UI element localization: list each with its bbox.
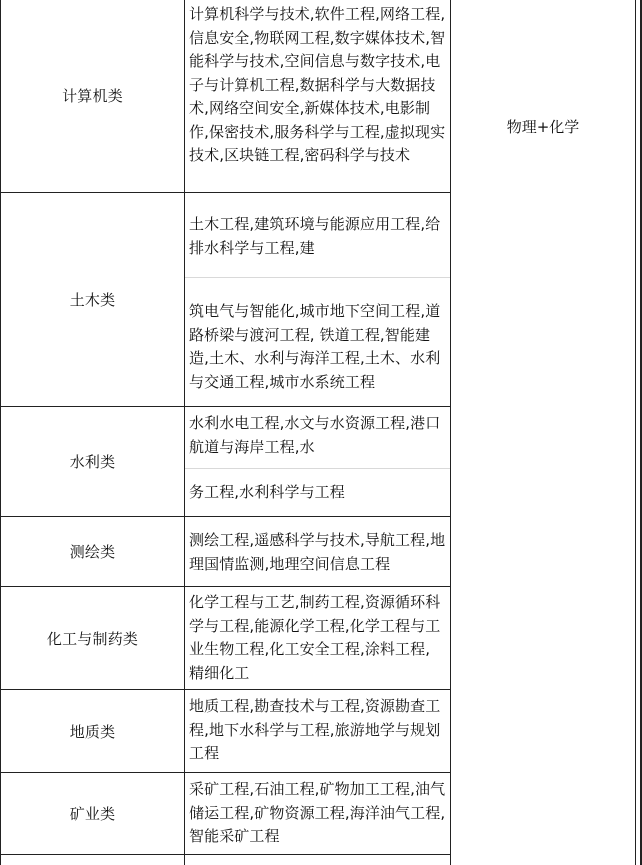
majors-cell [185, 0, 451, 193]
category-cell [0, 855, 185, 865]
majors-text: 测绘工程,遥感科学与技术,导航工程,地理国情监测,地理空间信息工程 [189, 531, 446, 573]
category-cell [0, 690, 185, 773]
majors-cell [185, 407, 451, 517]
majors-cell [185, 587, 451, 690]
majors-cell [185, 855, 451, 865]
majors-cell [185, 773, 451, 855]
category-label: 化工与制药类 [46, 629, 139, 648]
category-label: 计算机类 [62, 86, 123, 105]
category-cell [0, 193, 185, 407]
majors-text: 地质工程,勘查技术与工程,资源勘查工程,地下水科学与工程,旅游地学与规划工程 [189, 697, 441, 762]
category-label: 测绘类 [69, 543, 116, 561]
category-label: 地质类 [69, 722, 116, 741]
majors-text: 筑电气与智能化,城市地下空间工程,道路桥梁与渡河工程, 铁道工程,智能建造,土木、水利与海洋工程,土木、水利与交通工程,城市水系统工程 [189, 302, 441, 391]
category-cell [0, 587, 185, 690]
majors-cell [185, 690, 451, 773]
majors-text: 化学工程与工艺,制药工程,资源循环科学与工程,能源化学工程,化学工程与工业生物工程,化工安全工程,涂料工程, 精细化工 [189, 593, 441, 682]
category-cell [0, 773, 185, 855]
category-label: 水利类 [69, 453, 116, 471]
category-label: 土木类 [69, 291, 116, 309]
majors-text: 计算机科学与技术,软件工程,网络工程,信息安全,物联网工程,数字媒体技术,智能科学与技术,空间信息与数字技术,电子与计算机工程,数据科学与大数据技术,网络空间安全,新媒体技术,电影制作,保密技术,服务科学与工程,虚拟现实技术,区块链工程,密码科学与技术 [189, 5, 446, 164]
category-cell [0, 0, 185, 193]
subject-requirement-cell [451, 0, 636, 865]
category-cell [0, 517, 185, 587]
majors-text: 采矿工程,石油工程,矿物加工工程,油气储运工程,矿物资源工程,海洋油气工程,智能采矿工程 [189, 780, 446, 845]
majors-text: 务工程,水利科学与工程 [189, 483, 345, 501]
category-cell [0, 407, 185, 517]
majors-text: 土木工程,建筑环境与能源应用工程,给排水科学与工程,建 [185, 193, 450, 278]
majors-cell [185, 193, 451, 407]
majors-cell [185, 517, 451, 587]
subject-requirement-label: 物理+化学 [506, 118, 580, 136]
category-label: 矿业类 [69, 805, 116, 823]
majors-text: 水利水电工程,水文与水资源工程,港口航道与海岸工程,水 [185, 407, 450, 469]
